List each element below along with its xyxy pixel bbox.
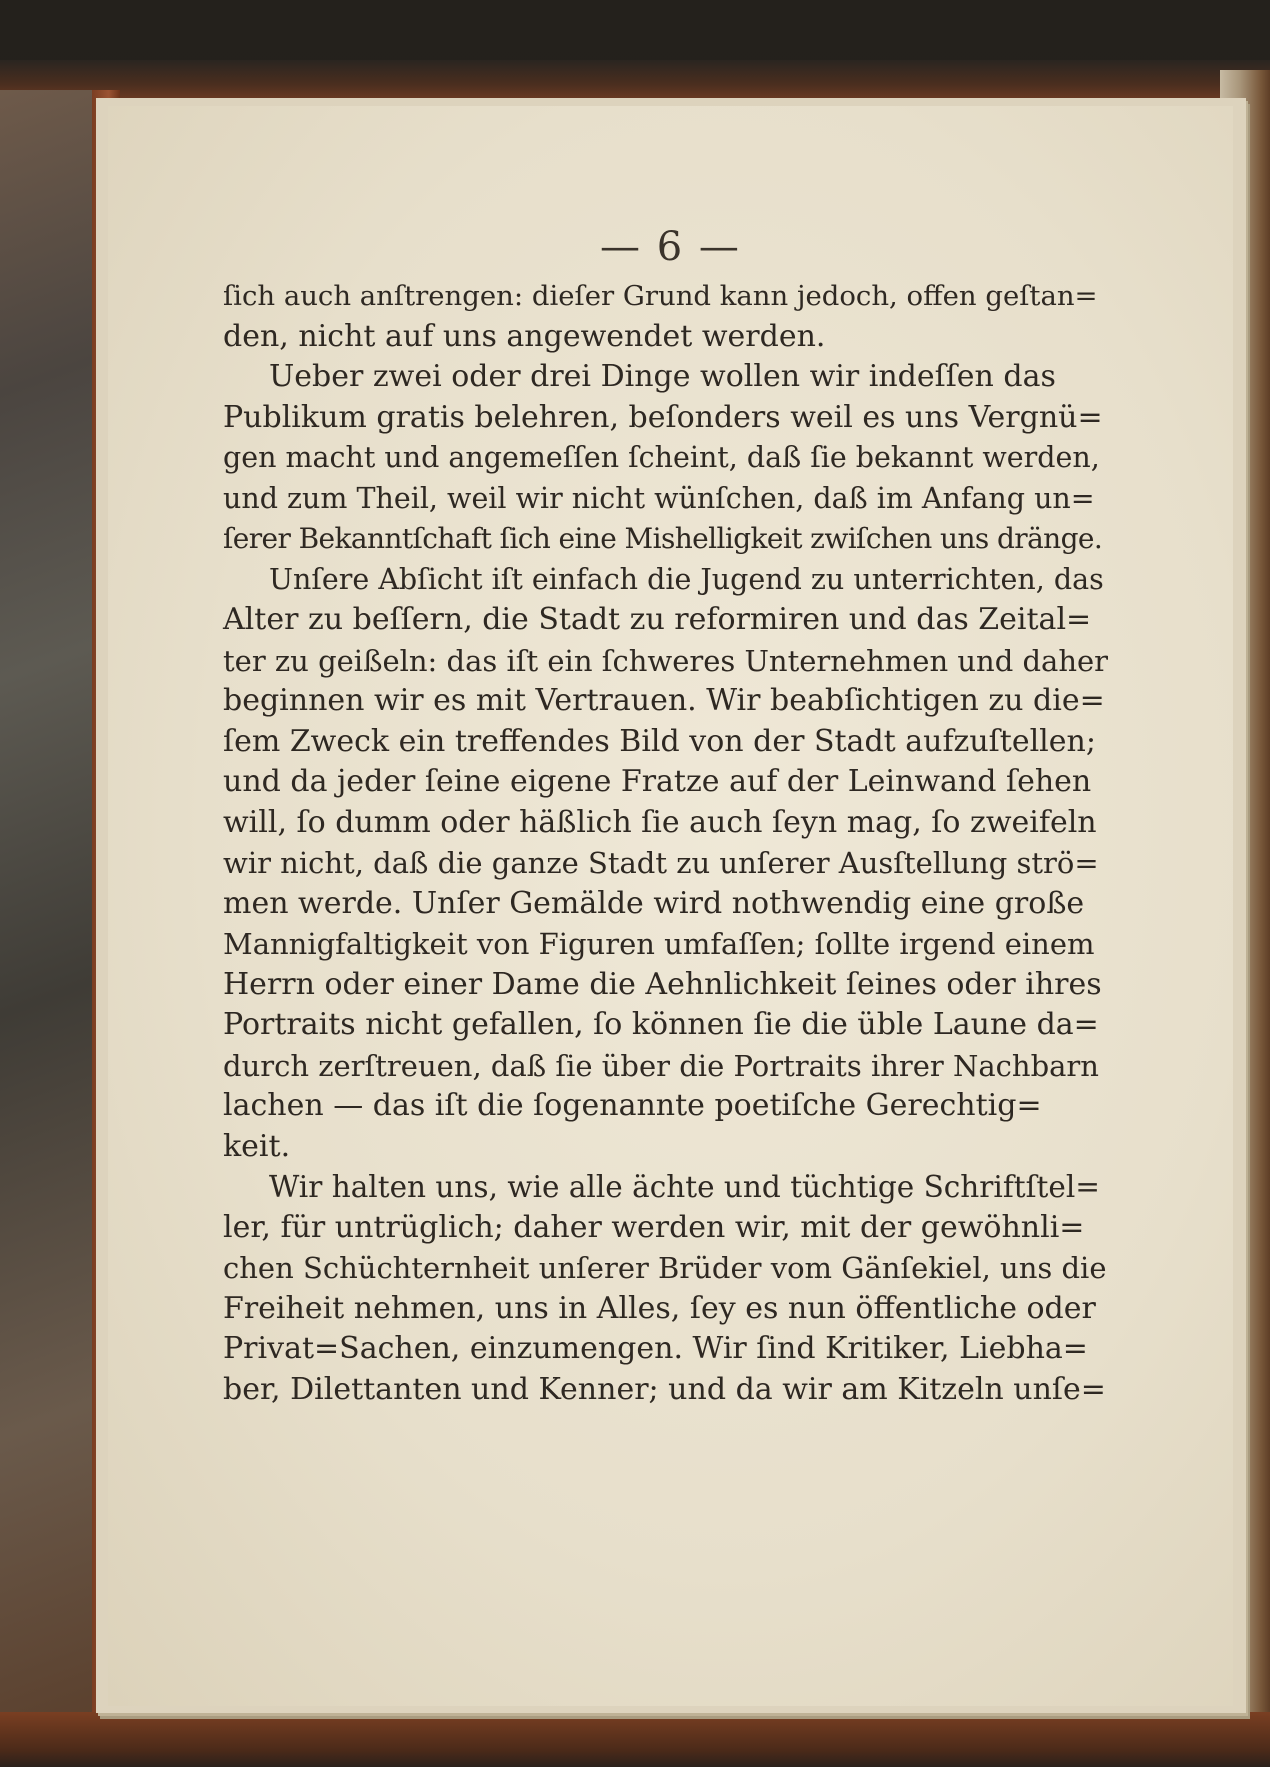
text-line: ſem Zweck ein treffendes Bild von der Stadt aufzuſtellen; (223, 723, 1096, 759)
text-line: Wir halten uns, wie alle ächte und tüchtige Schriftſtel= (269, 1170, 1100, 1204)
text-line: Unſere Abſicht iſt einfach die Jugend zu unterrichten, das (269, 562, 1104, 596)
text-line: Ueber zwei oder drei Dinge wollen wir indeſſen das (269, 359, 1056, 394)
text-line: gen macht und angemeſſen ſcheint, daß ſie bekannt werden, (223, 441, 1100, 474)
text-line: chen Schüchternheit unſerer Brüder vom Gänſekiel, uns die (223, 1251, 1107, 1285)
text-line: men werde. Unſer Gemälde wird nothwendig eine große (223, 885, 1085, 921)
text-line: ſerer Bekanntſchaft ſich eine Mishelligkeit zwiſchen uns dränge. (223, 522, 1103, 555)
text-line: den, nicht auf uns angewendet werden. (223, 318, 826, 354)
text-line: ſich auch anſtrengen: dieſer Grund kann jedoch, offen geſtan= (223, 280, 1098, 312)
text-line: will, ſo dumm oder häßlich ſie auch ſeyn mag, ſo zweifeln (223, 804, 1097, 840)
book-cover-top-edge (0, 60, 1270, 100)
text-line: durch zerſtreuen, daß ſie über die Portraits ihrer Nachbarn (223, 1048, 1099, 1083)
text-line: Freiheit nehmen, uns in Alles, ſey es nun öffentliche oder (223, 1290, 1096, 1326)
text-line: ler, für untrüglich; daher werden wir, mit der gewöhnli= (223, 1209, 1085, 1245)
text-line: lachen — das iſt die ſogenannte poetiſche Gerechtig= (223, 1088, 1042, 1123)
text-line: und zum Theil, weil wir nicht wünſchen, daß im Anfang un= (223, 481, 1095, 515)
book-cover-bottom-edge (0, 1712, 1270, 1767)
text-line: ber, Dilettanten und Kenner; und da wir am Kitzeln unſe= (223, 1371, 1106, 1407)
book-page (108, 106, 1233, 1706)
text-line: Privat=Sachen, einzumengen. Wir ſind Kritiker, Liebha= (223, 1331, 1088, 1366)
text-line: wir nicht, daß die ganze Stadt zu unſerer Ausſtellung strö= (223, 846, 1099, 880)
text-line: Alter zu beſſern, die Stadt zu reformiren und das Zeital= (223, 602, 1092, 637)
text-line: und da jeder ſeine eigene Fratze auf der Leinwand ſehen (223, 764, 1092, 799)
text-line: Portraits nicht gefallen, ſo können ſie die üble Laune da= (223, 1007, 1099, 1042)
page-number: — 6 — (600, 224, 741, 270)
text-line: ter zu geißeln: das iſt ein ſchweres Unternehmen und daher (223, 643, 1109, 678)
text-line: Herrn oder einer Dame die Aehnlichkeit ſeines oder ihres (223, 966, 1102, 1002)
text-line: Publikum gratis belehren, beſonders weil es uns Vergnü= (223, 399, 1103, 435)
text-line: beginnen wir es mit Vertrauen. Wir beabſichtigen zu die= (223, 683, 1105, 718)
text-line: keit. (223, 1128, 291, 1164)
text-line: Mannigfaltigkeit von Figuren umfaſſen; ſollte irgend einem (223, 927, 1095, 961)
page-body-text (223, 276, 1108, 1410)
